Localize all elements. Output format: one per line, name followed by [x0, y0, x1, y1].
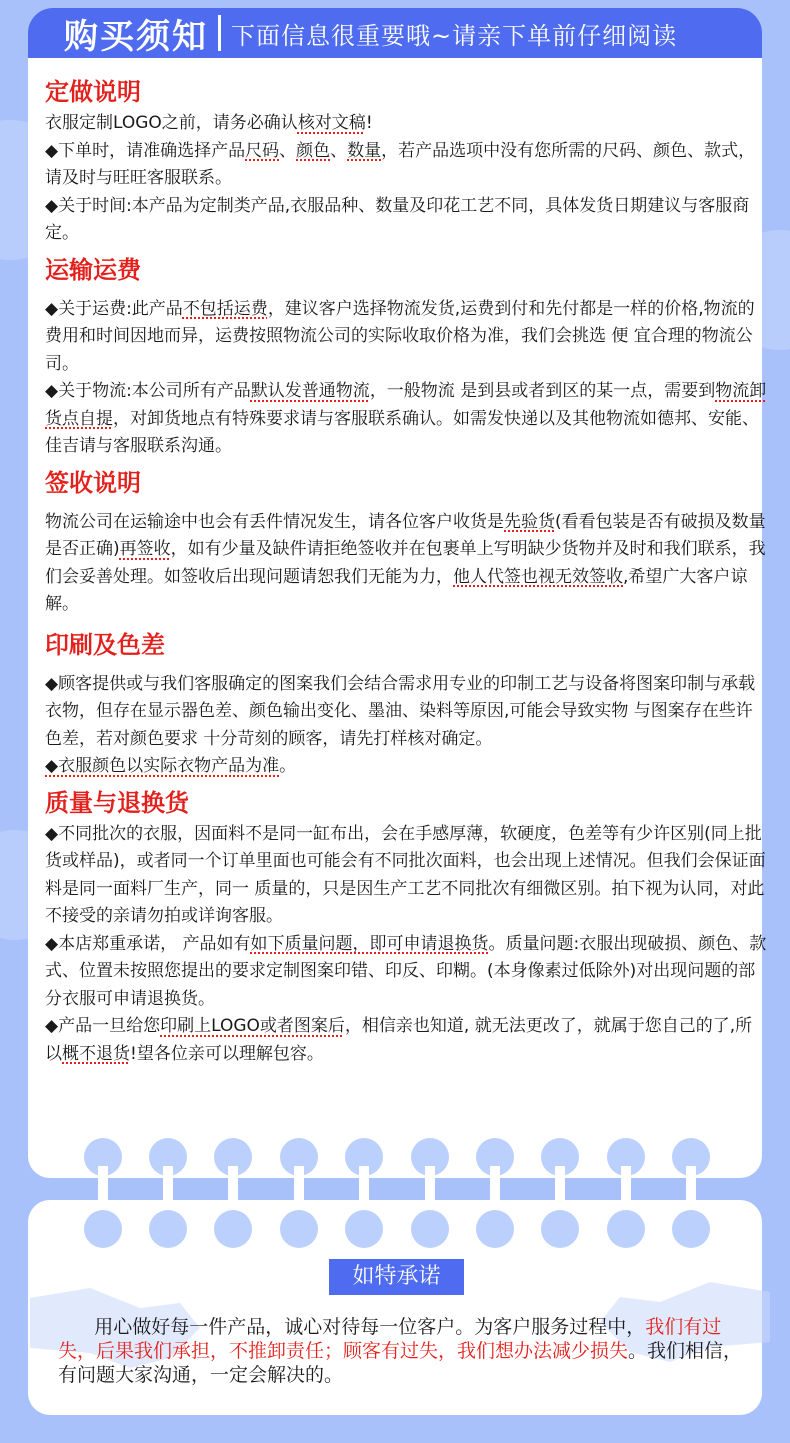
header-subtitle: 下面信息很重要哦~请亲下单前仔细阅读 [231, 21, 678, 50]
text-segment: ，建议客户选择物流发货,运费到付和先付都是一样的价格,物流的费用和时间因地而异，运费按照物流公司的实际收取价格为准，我们会挑选 便 宜合理的物流公司。 [45, 298, 755, 374]
text-segment: ，若产品选项中没有您所需的尺码、颜色、款式，请及时与旺旺客服联系。 [45, 140, 756, 188]
text-segment: ，对卸货地点有特殊要求请与客服联系确认。如需发快递以及其他物流如德邦、安能、佳吉请与客服联系沟通。 [45, 408, 759, 456]
promise-badge: 如特承诺 [329, 1259, 464, 1295]
custom-paragraph-1 [45, 110, 767, 138]
text-segment: ◆产品一旦给您 [45, 1016, 161, 1036]
highlight-text: 数量 [347, 140, 382, 161]
highlight-text: 核对文稿 [297, 113, 366, 133]
highlight-text: 如下质量问题，即可申请退换货 [250, 933, 489, 954]
highlight-text: 颜色 [296, 140, 331, 161]
receipt-paragraph [45, 509, 767, 619]
text-segment: 衣服定制LOGO之前，请务必确认 [45, 113, 298, 133]
text-segment: ，一般物流 是到县或者到区的某一点，需要到 [369, 381, 716, 401]
header-title: 购买须知 [64, 16, 208, 57]
text-segment: ，如有少量及缺件请拒绝签收并在包裹单上写明缺少货物并及时和我们联系，我们会妥善处理。如签收后出现问题请恕我们无能为力， [45, 539, 766, 587]
text-segment: !望各位亲可以理解包容。 [130, 1043, 324, 1064]
highlight-text: 默认发普通物流 [250, 381, 370, 401]
highlight-text: 印刷上LOGO或者图案后 [160, 1016, 345, 1036]
text-segment: ◆关于物流:本公司所有产品 [45, 381, 251, 401]
text-segment: ,希望广大客户谅解。 [45, 566, 748, 614]
text-segment: ! [365, 113, 373, 133]
promise-text [58, 1315, 748, 1387]
header-banner [28, 8, 762, 58]
text-segment: 。我们相信，有问题大家沟通，一定会解决的。 [58, 1340, 743, 1386]
highlight-text: 尺码 [245, 140, 280, 161]
shipping-paragraph-2 [45, 378, 767, 461]
quality-paragraph-1: ◆不同批次的衣服，因面料不是同一缸布出，会在手感厚薄，软硬度，色差等有少许区别(同上批货或样品)，或者同一个订单里面也可能会有不同批次面料，也会出现上述情况。但我们会保证面料是同一面料厂生产，同一 质量的，只是因生产工艺不同批次有细微区别。拍下视为认同，对此不接受的亲请勿拍或详询客服。 [45, 823, 766, 926]
text-segment: ◆关于运费:此产品 [45, 298, 183, 319]
highlight-text: 物流卸货点自提 [45, 381, 767, 429]
highlight-text: 不包括运费 [182, 298, 268, 319]
quality-paragraph-3 [45, 1013, 767, 1068]
quality-paragraph-2 [45, 931, 767, 1014]
text-segment: ◆下单时，请准确选择产品 [45, 140, 246, 161]
section-title-shipping: 运输运费 [45, 255, 141, 284]
text-segment: (看看包装是否有破损及数量是否正确) [45, 511, 766, 559]
text-segment: 、 [330, 140, 348, 161]
highlight-text: ◆衣服颜色以实际衣物产品为准 [45, 756, 280, 776]
header-divider [218, 15, 221, 51]
notice-content [45, 74, 767, 1068]
notice-card [28, 58, 767, 1178]
highlight-text: 先验货 [504, 511, 555, 532]
highlight-text: 他人代签也视无效签收 [453, 566, 623, 587]
printing-paragraph-2 [45, 753, 767, 781]
text-segment: ◆本店郑重承诺， 产品如有 [45, 933, 251, 954]
promise-highlight: 我们有过失，后果我们承担，不推卸责任；顾客有过失，我们想办法减少损失 [58, 1316, 722, 1362]
printing-paragraph-1: ◆顾客提供或与我们客服确定的图案我们会结合需求用专业的印制工艺与设备将图案印制与承载衣物，但存在显示器色差、颜色输出变化、墨油、染料等原因,可能会导致实物 与图案存在些许色差，若对颜色要求 十分苛刻的顾客，请先打样核对确定。 [45, 673, 756, 749]
shipping-paragraph-1 [45, 296, 767, 379]
highlight-text: 概不退货 [62, 1043, 130, 1064]
section-title-printing: 印刷及色差 [45, 630, 165, 659]
section-title-receipt: 签收说明 [45, 468, 141, 497]
text-segment: 。质量问题:衣服出现破损、颜色、款式、位置未按照您提出的要求定制图案印错、印反、印糊。(本身像素过低除外)对出现问题的部分衣服可申请退换货。 [45, 933, 767, 1009]
highlight-text: 再签收 [119, 539, 171, 559]
custom-paragraph-3: ◆关于时间:本产品为定制类产品,衣服品种、数量及印花工艺不同，具体发货日期建议与客服商定。 [45, 195, 750, 243]
text-segment: ，相信亲也知道, 就无法更改了，就属于您自己的了,所以 [45, 1016, 753, 1064]
text-segment: 物流公司在运输途中也会有丢件情况发生，请各位客户收货是 [45, 511, 504, 532]
custom-paragraph-2 [45, 138, 767, 193]
text-segment: 、 [279, 140, 297, 161]
text-segment: 。 [279, 756, 297, 776]
text-segment: 用心做好每一件产品，诚心对待每一位客户。为客户服务过程中， [58, 1316, 646, 1338]
section-title-custom: 定做说明 [45, 78, 141, 106]
section-title-quality: 质量与退换货 [45, 788, 189, 817]
